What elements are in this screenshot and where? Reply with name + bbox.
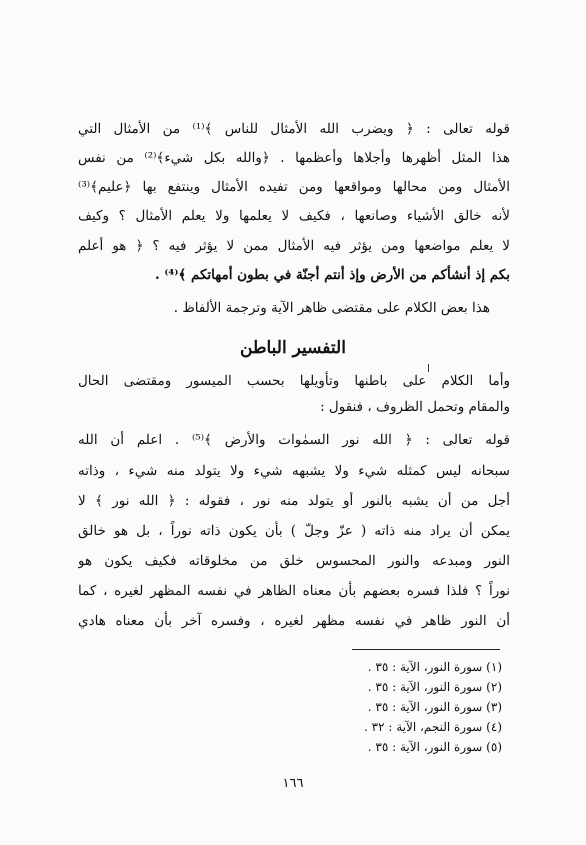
- text-line-7: هذا بعض الكلام على مقتضى ظاهر الآية وترجمة الألفاظ .: [173, 300, 490, 316]
- footnote-2: (٢) سورة النور، الآية : ٣٥ .: [367, 680, 502, 694]
- text-line-11: سبحانه ليس كمثله شيء ولا يشبهه شيء ولا يتولد منه شيء ، وذاته: [78, 463, 510, 479]
- text-line-3: الأمثال ومن محالها ومواقعها ومن تفيده الأمثال وينتفع بها ﴿عليم﴾⁽³⁾: [78, 179, 510, 195]
- text-line-4: لأنه خالق الأشياء وصانعها ، فكيف لا يعلمها ولا يعلم الأمثال ؟ وكيف: [78, 208, 510, 224]
- text-line-14: النور ومبدعه والنور المحسوس خلق من مخلوقاته فكيف يكون هو: [78, 553, 510, 569]
- text-line-1: قوله تعالى : ﴿ ويضرب الله الأمثال للناس ﴾⁽¹⁾ من الأمثال التي: [78, 121, 510, 137]
- footnote-3: (٣) سورة النور، الآية : ٣٥ .: [367, 700, 502, 714]
- text-line-8: وأما الكلام على باطنها وتأويلها بحسب الميسور ومقتضى الحال: [78, 373, 510, 389]
- text-line-15: نوراً ؟ فلذا فسره بعضهم بأن معناه الظاهر في نفسه المظهر لغيره ، كما: [78, 583, 510, 599]
- footnote-4: (٤) سورة النجم، الآية : ٣٢ .: [364, 720, 502, 734]
- footnote-5: (٥) سورة النور، الآية : ٣٥ .: [367, 740, 502, 754]
- page-number: ١٦٦: [282, 776, 304, 791]
- footnote-divider: [352, 649, 500, 650]
- text-line-16: أن النور ظاهر في نفسه مظهر لغيره ، وفسره آخر بأن معناه هادي: [78, 613, 510, 629]
- text-line-10: قوله تعالى : ﴿ الله نور السمٰوات والأرض ﴾⁽⁵⁾ . اعلم أن الله: [78, 432, 510, 448]
- text-line-6: بكم إذ أنشأكم من الأرض وإذ أنتم أجنّة في بطون أمهاتكم ﴾⁽⁴⁾ .: [154, 267, 510, 283]
- section-heading: التفسير الباطن: [240, 338, 346, 358]
- text-line-5: لا يعلم مواضعها ومن يؤثر فيه الأمثال ممن لا يؤثر فيه ؟ ﴿ هو أعلم: [78, 238, 510, 254]
- text-line-9: والمقام وتحمل الظروف ، فنقول :: [320, 399, 510, 415]
- text-line-2: هذا المثل أظهرها وأجلاها وأعظمها . ﴿والله بكل شيء﴾⁽²⁾ من نفس: [78, 150, 510, 166]
- footnote-1: (١) سورة النور، الآية : ٣٥ .: [367, 660, 502, 674]
- text-line-13: يمكن أن يراد منه ذاته ( عزّ وجلّ ) بأن يكون ذاته نوراً ، بل هو خالق: [78, 523, 510, 539]
- text-line-12: أجل من أن يشبه بالنور أو يتولد منه نور ، فقوله : ﴿ الله نور ﴾ لا: [78, 493, 510, 509]
